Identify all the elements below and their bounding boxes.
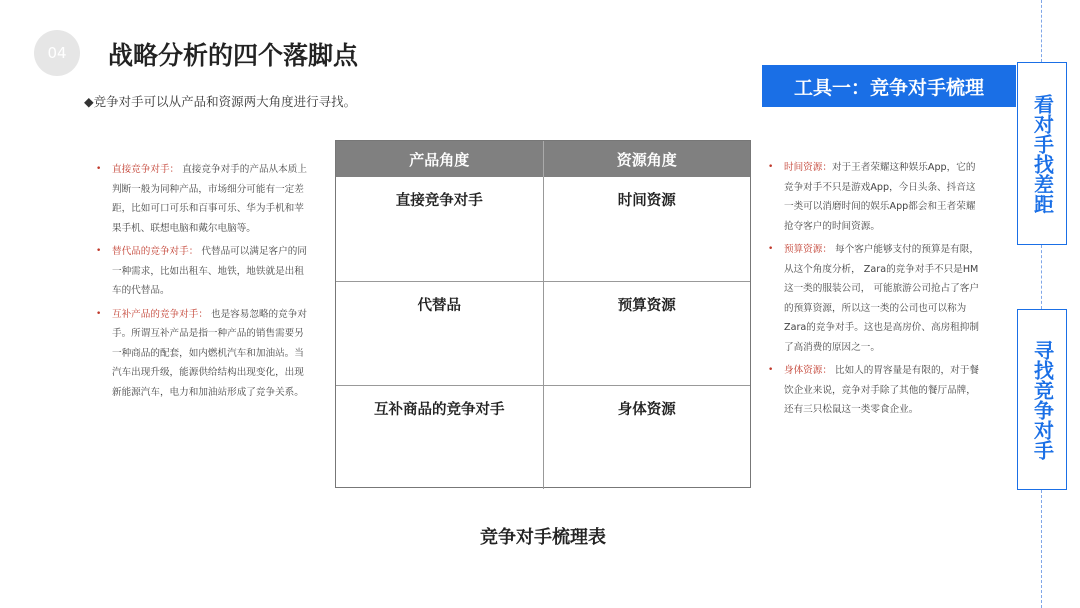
bullet-item — [96, 305, 308, 403]
bullet-dot-icon: • — [96, 164, 102, 174]
bullet-text: 直接竞争对手的产品从本质上判断一般为同种产品，市场细分可能有一定差距，比如可口可乐和百事可乐、华为手机和苹果手机、联想电脑和戴尔电脑等。 — [112, 164, 307, 234]
table-cell: 身体资源 — [617, 402, 676, 418]
table-header-resource: 资源角度 — [616, 150, 677, 169]
bullet-item — [768, 158, 980, 236]
bullet-dot-icon: • — [96, 246, 102, 256]
bullet-dot-icon: • — [768, 162, 774, 172]
section-number-badge: 04 — [34, 30, 80, 76]
page-title: 战略分析的四个落脚点 — [108, 41, 359, 70]
bullet-item — [96, 160, 308, 238]
bullet-text: 代替品可以满足客户的同一种需求，比如出租车、地铁，地铁就是出租车的代替品。 — [112, 246, 307, 296]
bullet-dot-icon: • — [768, 244, 774, 254]
side-box-find-gap: 看对手找差距 — [1017, 62, 1067, 245]
bullet-text: 每个客户能够支付的预算是有限，从这个角度分析， Zara的竞争对手不只是HM这一类的服装公司， 可能旅游公司抢占了客户的预算资源，所以这一类的公司也可以称为Zara的竞争对手。这也是高房价、高房租抑制了高消费的原因之一。 — [784, 244, 979, 353]
bullet-text: 比如人的胃容量是有限的，对于餐饮企业来说，竞争对手除了其他的餐厅品牌，还有三只松鼠这一类零食企业。 — [784, 365, 979, 415]
bullet-term: 替代品的竞争对手： — [112, 246, 199, 257]
dashed-connector-middle — [1041, 245, 1042, 309]
bullet-term: 时间资源： — [784, 162, 832, 173]
table-cell: 互补商品的竞争对手 — [336, 386, 544, 489]
bullet-term: 身体资源： — [784, 365, 832, 376]
table-cell: 预算资源 — [617, 298, 676, 314]
table-header-row — [336, 141, 750, 177]
dashed-connector-top — [1041, 0, 1042, 62]
table-header-product: 产品角度 — [336, 141, 544, 177]
table-row — [336, 177, 750, 281]
table-row — [336, 281, 750, 385]
tool-banner: 工具一：竞争对手梳理 — [762, 65, 1016, 107]
product-angle-bullets — [96, 160, 308, 406]
bullet-text: 也是容易忽略的竞争对手。所谓互补产品是指一种产品的销售需要另一种商品的配套，如内燃机汽车和加油站。当汽车出现升级，能源供给结构出现变化，出现新能源汽车，电力和加油站形成了竞争关系。 — [112, 308, 307, 398]
bullet-term: 直接竞争对手： — [112, 164, 180, 175]
bullet-item — [768, 240, 980, 357]
table-caption: 竞争对手梳理表 — [480, 527, 606, 548]
table-cell: 时间资源 — [617, 193, 676, 209]
bullet-dot-icon: • — [768, 365, 774, 375]
bullet-term: 互补产品的竞争对手： — [112, 308, 208, 320]
bullet-dot-icon: • — [96, 308, 102, 319]
bullet-text: 对于王者荣耀这种娱乐App，它的竞争对手不只是游戏App，今日头条、抖音这一类可以消磨时间的娱乐App都会和王者荣耀抢夺客户的时间资源。 — [784, 162, 976, 232]
table-cell: 直接竞争对手 — [336, 177, 544, 281]
bullet-item — [96, 242, 308, 301]
table-cell: 代替品 — [336, 282, 544, 385]
page-subtitle: ◆竞争对手可以从产品和资源两大角度进行寻找。 — [84, 94, 357, 109]
resource-angle-bullets — [768, 158, 980, 424]
table-row — [336, 385, 750, 489]
dashed-connector-bottom — [1041, 490, 1042, 608]
side-box-find-competitors: 寻找竞争对手 — [1017, 309, 1067, 490]
bullet-term: 预算资源： — [784, 244, 832, 255]
competitor-matrix-table — [335, 140, 751, 488]
bullet-item — [768, 361, 980, 420]
